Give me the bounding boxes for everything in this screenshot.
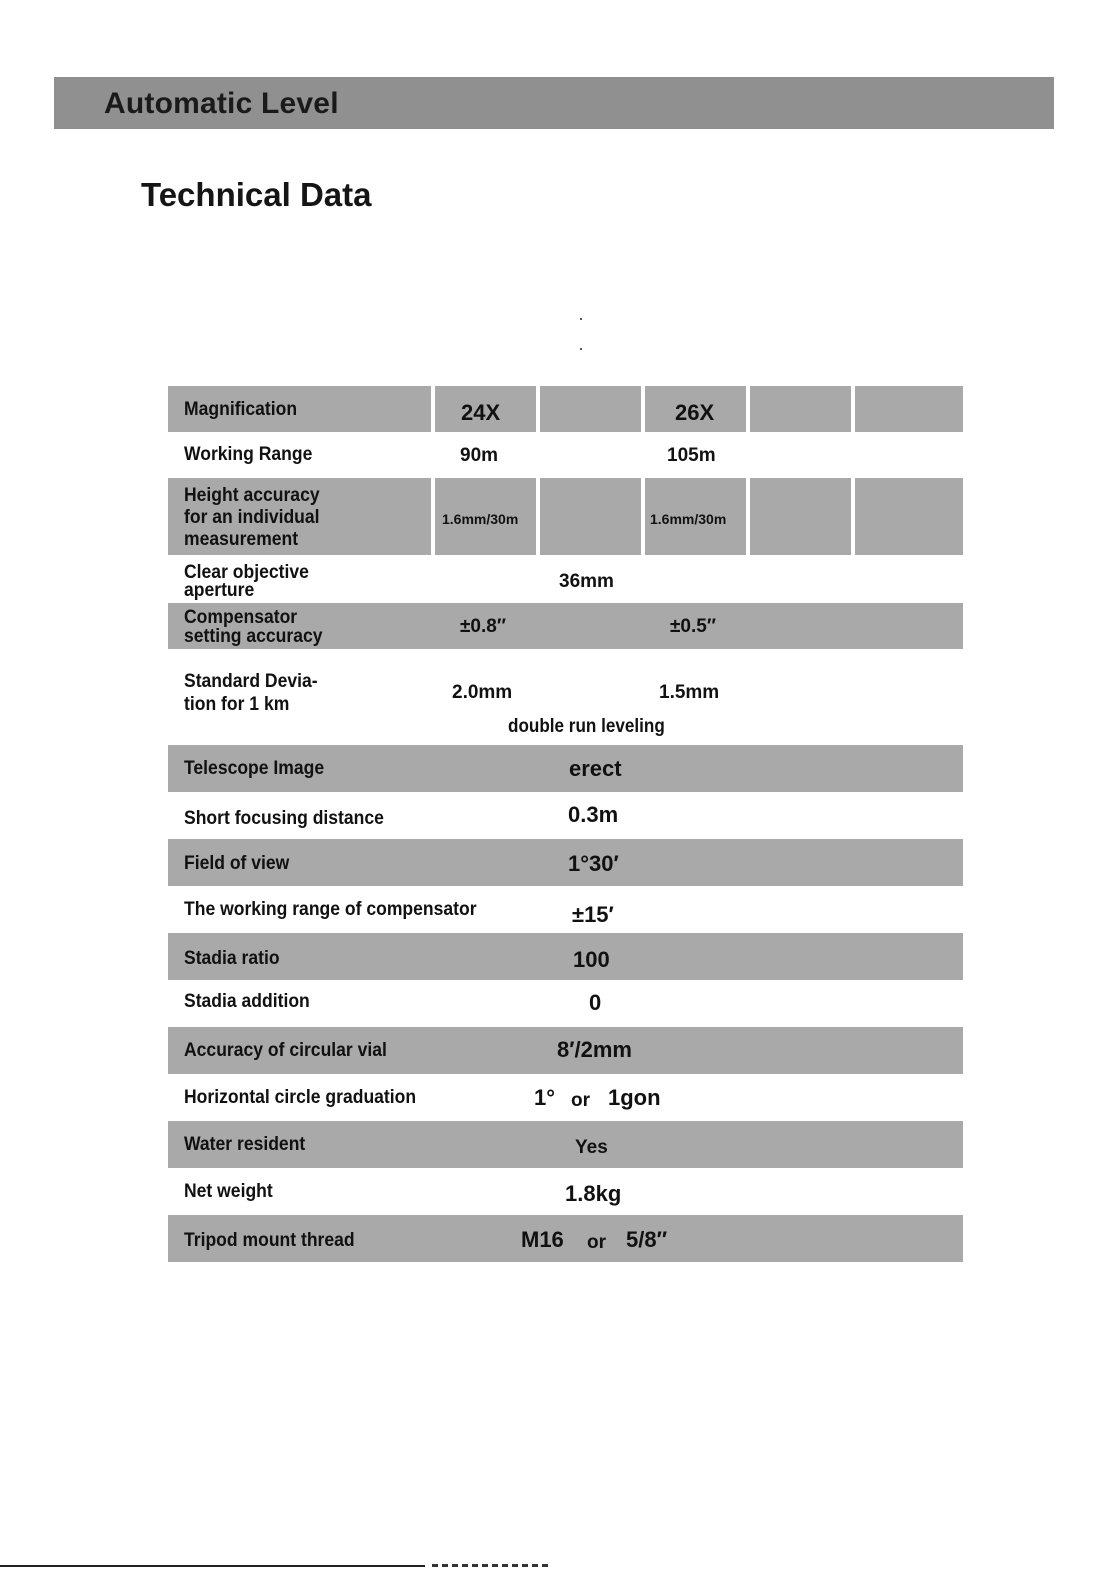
label-telescope-image: Telescope Image xyxy=(184,757,325,779)
value-compensator-setting-2: ±0.5″ xyxy=(670,616,716,637)
technical-data-table xyxy=(168,386,963,1262)
value-horizontal-circle-2: 1gon xyxy=(608,1085,661,1110)
row-tripod-thread xyxy=(168,1215,963,1262)
row-magnification xyxy=(168,386,963,432)
row-stadia-ratio xyxy=(168,933,963,980)
header-title: Automatic Level xyxy=(104,87,339,120)
footer-marks xyxy=(432,1564,550,1567)
row-clear-objective xyxy=(168,555,963,603)
value-tripod-thread-2: 5/8″ xyxy=(626,1227,668,1252)
label-magnification: Magnification xyxy=(184,398,298,420)
row-short-focusing xyxy=(168,792,963,839)
label-field-of-view: Field of view xyxy=(184,852,290,874)
row-stadia-addition xyxy=(168,980,963,1027)
value-compensator-setting-1: ±0.8″ xyxy=(460,616,506,637)
value-standard-deviation-note: double run leveling xyxy=(508,716,665,737)
row-telescope-image xyxy=(168,745,963,792)
value-standard-deviation-1: 2.0mm xyxy=(452,682,513,703)
label-compensator-setting-1: Compensator xyxy=(184,606,298,628)
or-tripod-thread: or xyxy=(587,1232,606,1253)
value-stadia-addition: 0 xyxy=(589,990,602,1015)
value-water-resident: Yes xyxy=(575,1137,608,1158)
value-stadia-ratio: 100 xyxy=(573,947,610,972)
label-net-weight: Net weight xyxy=(184,1180,273,1202)
label-stadia-addition: Stadia addition xyxy=(184,990,310,1012)
label-short-focusing: Short focusing distance xyxy=(184,807,384,829)
or-horizontal-circle: or xyxy=(571,1090,590,1111)
footer-rule xyxy=(0,1565,425,1567)
label-height-accuracy-3: measurement xyxy=(184,528,299,550)
value-standard-deviation-2: 1.5mm xyxy=(659,682,720,703)
label-working-range: Working Range xyxy=(184,443,313,465)
label-standard-deviation-1: Standard Devia- xyxy=(184,670,318,692)
label-circular-vial: Accuracy of circular vial xyxy=(184,1039,387,1061)
row-water-resident xyxy=(168,1121,963,1168)
label-height-accuracy-2: for an individual xyxy=(184,506,320,528)
row-compensator-setting xyxy=(168,603,963,649)
label-stadia-ratio: Stadia ratio xyxy=(184,947,280,969)
label-standard-deviation-2: tion for 1 km xyxy=(184,693,290,715)
row-net-weight xyxy=(168,1168,963,1215)
value-working-range-2: 105m xyxy=(667,445,716,466)
label-compensator-range: The working range of compensator xyxy=(184,898,477,920)
value-clear-objective: 36mm xyxy=(559,571,614,592)
scan-speck xyxy=(580,318,582,320)
scan-speck xyxy=(580,348,582,350)
value-horizontal-circle-1: 1° xyxy=(534,1085,556,1110)
value-compensator-range: ±15′ xyxy=(572,902,614,927)
value-tripod-thread-1: M16 xyxy=(521,1227,564,1252)
value-height-accuracy-2: 1.6mm/30m xyxy=(650,511,727,527)
label-tripod-thread: Tripod mount thread xyxy=(184,1229,355,1251)
value-short-focusing: 0.3m xyxy=(568,802,619,827)
label-height-accuracy-1: Height accuracy xyxy=(184,484,320,506)
label-water-resident: Water resident xyxy=(184,1133,306,1155)
value-net-weight: 1.8kg xyxy=(565,1181,622,1206)
row-working-range xyxy=(168,432,963,478)
label-clear-objective-2: aperture xyxy=(184,579,255,601)
value-telescope-image: erect xyxy=(569,756,622,781)
row-horizontal-circle xyxy=(168,1074,963,1121)
value-magnification-24x: 24X xyxy=(461,400,501,425)
label-compensator-setting-2: setting accuracy xyxy=(184,625,323,647)
value-height-accuracy-1: 1.6mm/30m xyxy=(442,511,519,527)
row-circular-vial xyxy=(168,1027,963,1074)
header-bar xyxy=(54,77,1054,129)
label-clear-objective-1: Clear objective xyxy=(184,561,309,583)
value-magnification-26x: 26X xyxy=(675,400,715,425)
section-title: Technical Data xyxy=(141,176,372,213)
row-standard-deviation xyxy=(168,649,963,745)
value-field-of-view: 1°30′ xyxy=(568,851,619,876)
row-height-accuracy xyxy=(168,478,963,555)
row-field-of-view xyxy=(168,839,963,886)
row-compensator-range xyxy=(168,886,963,933)
value-working-range-1: 90m xyxy=(460,445,499,466)
label-horizontal-circle: Horizontal circle graduation xyxy=(184,1086,417,1108)
value-circular-vial: 8′/2mm xyxy=(557,1037,632,1062)
